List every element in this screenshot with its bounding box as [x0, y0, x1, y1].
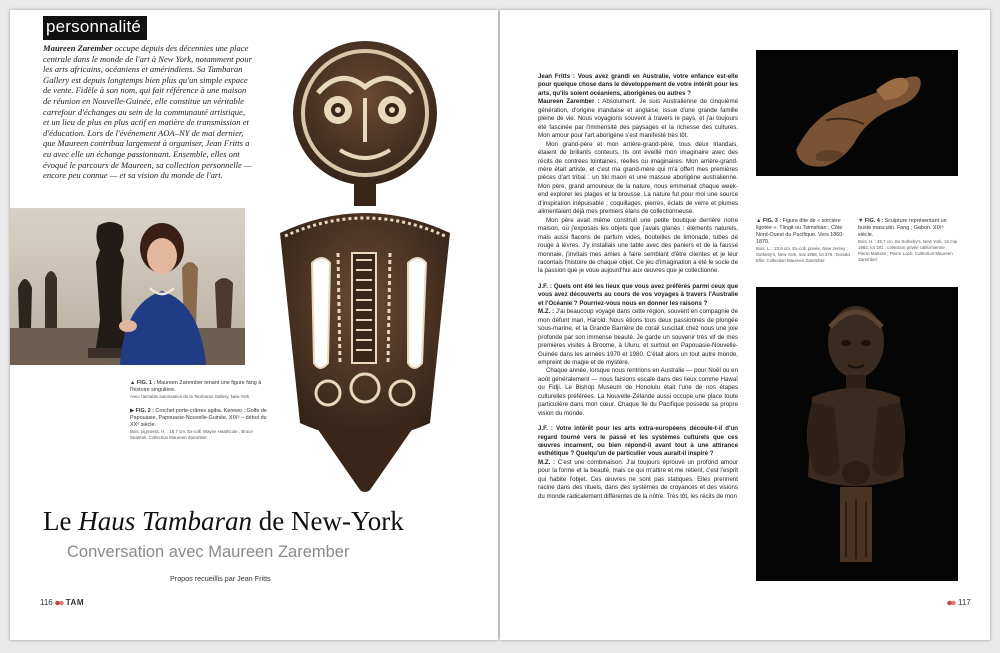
- interview-answer: [538, 98, 738, 140]
- fang-bust-illustration: [756, 287, 958, 581]
- tlingit-figure-photo: [756, 50, 958, 176]
- interview-paragraph: [538, 367, 738, 418]
- right-page: [500, 10, 990, 640]
- caption-fig3-credit: Bois. L. : 23,5 cm. Ex-coll. privée, New Jersey ; Sotheby's, New York, mai 1998, lot 379 ; Donald Ellis. Collection Maureen Zarember.: [756, 246, 850, 263]
- portrait-illustration: [10, 208, 245, 365]
- paragraph-text: Absolument. Je suis Australienne de cinquième génération, d'origine irlandaise et anglaise, issue d'une grande famille pleine de vie. Nous voyagions souvent à travers le pays, et j'ai toujours été fascinée par l'immensité des paysages et la richesse des cultures. Mon amour pour l'art aborigène s'est manifesté très tôt.: [538, 98, 738, 140]
- interview-paragraph: [538, 217, 738, 276]
- interview-answer: [538, 308, 738, 367]
- fang-bust-photo: [756, 287, 958, 581]
- caption-fig1-label: FIG. 1 :: [136, 380, 156, 386]
- caption-fig4-text: Sculpture représentant un buste masculin. Fang ; Gabon. XIXᵉ siècle.: [858, 218, 947, 238]
- interview-paragraph: [538, 141, 738, 217]
- title-pre: Le: [43, 506, 79, 536]
- agiba-hook-photo: [260, 38, 476, 493]
- page-number-left: 116: [40, 598, 53, 607]
- interview-question: [538, 425, 738, 459]
- speaker-label: M.Z. :: [538, 458, 556, 466]
- tlingit-figure-illustration: [756, 50, 958, 176]
- caption-fig3: ▲ FIG. 3 : Figure dite de « sorcière ligotée ». Tlingit ou Tsimshian ; Côte Nord-Ouest du Pacifique. Vers 1860-1870. Bois. L. : 23,5 cm. Ex-coll. privée, New Jersey ; Sotheby's, New York, mai 1998, lot 379 ; Donald Ellis. Collection Maureen Zarember.: [756, 218, 854, 264]
- speaker-label: J.F. :: [538, 282, 552, 290]
- folio-left: [40, 598, 84, 607]
- intro-text: occupe depuis des décennies une place centrale dans le monde de l'art à New York, notamment pour les arts africains, océaniens et amérindiens. Sa Tambaran Gallery est depuis longtemps bien plus qu'un simple espace de vente. Fidèle à son nom, qui fait référence à une maison de réunion en Nouvelle-Guinée, elle constitue un véritable carrefour d'échanges au sein de la communauté artistique, et un lieu de plus en plus actif en matière de transmission et d'éducation. Lors de l'événement AOA–NY de mai dernier, que Maureen contribua largement à organiser, Jean Fritts a eu avec elle un échange passionnant. Ensemble, elles ont évoqué le parcours de Maureen, sa collection personnelle — encore peu connue — et sa vision du monde de l'art.: [43, 43, 252, 181]
- caption-fig1-text: Maureen Zarember tenant une figure fang à l'histoire singulière.: [130, 380, 262, 393]
- caption-fig3-label: FIG. 3 :: [762, 218, 782, 224]
- intro-name: Maureen Zarember: [43, 43, 113, 53]
- magazine-name: TAM: [65, 598, 84, 607]
- caption-fig2-text: Crochet porte-crânes agiba. Kerewo ; Golfe de Papouasie, Papouasie-Nouvelle-Guinée. XIXᵉ – début du XXᵉ siècle.: [130, 408, 267, 428]
- section-tag: personnalité: [43, 16, 147, 40]
- title-post: de New-York: [252, 506, 404, 536]
- caption-fig2-label: FIG. 2 :: [135, 408, 154, 414]
- caption-fig2-credit: Bois, pigments. H. : 15,7 cm. Ex-coll. Wayne Heathcote ; Bruce Seaman. Collection Maureen Zarember.: [130, 429, 253, 440]
- speaker-label: J.F. :: [538, 425, 553, 433]
- magazine-logo-icon: [947, 600, 956, 606]
- speaker-label: Maureen Zarember :: [538, 98, 600, 106]
- interview-question: [538, 283, 738, 308]
- paragraph-text: Mon grand-père et mon arrière-grand-père, tous deux Irlandais, étaient de brillants conteurs. Ils ont éveillé mon imaginaire avec des récits de contrées lointaines, réelles ou imaginaires. Mon arrière-grand-mère était artiste, et c'est ma grand-mère qui m'a offert mes premières pièces d'art tribal : un tiki maori et une massue aborigène australienne. Mon père, grand amoureux de la nature, nous emmenait chaque week-end explorer les plages et la brousse. La nature fut pour moi une source d'inspiration inépuisable ; coquillages, pierres, éclats de verre et plumes alimentaient déjà mes premiers élans de collectionneuse.: [538, 140, 738, 216]
- paragraph-text: Votre intérêt pour les arts extra-européens découle-t-il d'un regard tourné vers le passé et les systèmes culturels que ces œuvres incarnent, ou bien répond-il avant tout à une attirance esthétique ? Quelqu'un de particulier vous aurait-il inspiré ?: [538, 425, 738, 458]
- article-title: [43, 506, 404, 537]
- left-page: [10, 10, 498, 640]
- caption-fig2: ▶ FIG. 2 : Crochet porte-crânes agiba. Kerewo ; Golfe de Papouasie, Papouasie-Nouvelle-Guinée. XIXᵉ – début du XXᵉ siècle. Bois, pigments. H. : 15,7 cm. Ex-coll. Wayne Heathcote ; Bruce Seaman. Collection Maureen Zarember.: [130, 408, 270, 441]
- caption-fig3-text: Figure dite de « sorcière ligotée ». Tlingit ou Tsimshian ; Côte Nord-Ouest du Pacifique. Vers 1860-1870.: [756, 218, 845, 245]
- paragraph-text: J'ai beaucoup voyagé dans cette région, souvent en compagnie de mon défunt mari, Harold. Nous étions tous deux passionnés de plongée sous-marine, et la Grande Barrière de corail suscitait chez nous une joie profonde par son immense beauté. Je garde un souvenir très vif de mes premières visites à Broome, à Uluru, et surtout en Papouasie-Nouvelle-Guinée dans les années 1970 et 1980. C'était alors un tout autre monde, empreint de magie et de mystère.: [538, 308, 738, 366]
- caption-fig1: ▲ FIG. 1 : Maureen Zarember tenant une figure fang à l'histoire singulière. Avec l'aimable autorisation de la Tambaran Gallery, New York.: [130, 380, 270, 400]
- interview-answer: [538, 459, 738, 501]
- caption-fig1-credit: Avec l'aimable autorisation de la Tambaran Gallery, New York.: [130, 394, 251, 399]
- paragraph-text: Quels ont été les lieux que vous avez préférés parmi ceux que vous avez découverts au cours de vos voyages à travers l'Australie et l'Océanie ? Pourriez-vous nous en donner les raisons ?: [538, 282, 738, 307]
- article-subtitle: Conversation avec Maureen Zarember: [67, 543, 350, 561]
- byline: Propos recueillis par Jean Fritts: [170, 574, 271, 583]
- speaker-label: M.Z. :: [538, 308, 555, 316]
- agiba-hook-illustration: [260, 38, 476, 493]
- interview-question: [538, 73, 738, 98]
- intro-paragraph: [43, 43, 253, 181]
- title-italic: Haus Tambaran: [78, 506, 253, 536]
- portrait-photo: [10, 208, 245, 365]
- magazine-logo-icon: [55, 600, 64, 606]
- paragraph-text: Chaque année, lorsque nous rentrions en Australie — pour Noël ou en août généralement — nous faisions escale dans des lieux comme Hawaï ou Fidji. Le Bishop Museum de Honolulu était l'une de nos étapes culturelles préférées. La Nouvelle-Zélande aussi occupe une place toute particulière dans mon cœur. Chaque île du Pacifique possède sa propre vision du monde.: [538, 367, 738, 417]
- caption-fig4: ▼ FIG. 4 : Sculpture représentant un buste masculin. Fang ; Gabon. XIXᵉ siècle. Bois. H. : 45,7 cm. Ex Sotheby's, New York, 16 mai 1992, lot 181 ; collection privée californienne ; Pierre Matisse ; Pierre Loeb. Collection Maureen Zarember.: [858, 218, 958, 262]
- caption-fig4-credit: Bois. H. : 45,7 cm. Ex Sotheby's, New York, 16 mai 1992, lot 181 ; collection privée californienne ; Pierre Matisse ; Pierre Loeb. Collection Maureen Zarember.: [858, 239, 958, 262]
- paragraph-text: Mon père avait même construit une petite boutique derrière notre maison, où j'exposais les objets que j'avais glanés : éléments naturels, mais aussi flacons de parfum vides, bouteilles de limonade, tubes de rouge à lèvres. J'y installais une table avec des paniers et de la fausse monnaie, j'invitais mes amies à faire semblant d'être clientes et je leur racontais l'histoire de chaque objet. Ce jeu d'imagination a été le socle de la passion que je voue aujourd'hui aux œuvres que je collectionne.: [538, 216, 738, 275]
- interview-text: [538, 73, 738, 501]
- folio-right: [945, 598, 971, 607]
- speaker-label: Jean Fritts :: [538, 73, 575, 80]
- caption-fig4-label: FIG. 4 :: [864, 218, 884, 224]
- page-number-right: 117: [958, 598, 971, 607]
- paragraph-text: C'est une combinaison. J'ai toujours éprouvé un profond amour pour la forme et la beauté, mais ce qui m'attire et me retient, c'est l'esprit qui habite l'objet. Ces œuvres ne sont pas statiques. Elles prennent racine dans des rituels, dans des systèmes de croyances et des visions du monde radicalement différentes de la nôtre. Très tôt, les récits de mon: [538, 458, 739, 500]
- paragraph-text: Vous avez grandi en Australie, votre enfance est-elle pour quelque chose dans le développement de votre intérêt pour les arts, qu'ils soient océaniens, aborigènes ou autres ?: [538, 73, 739, 97]
